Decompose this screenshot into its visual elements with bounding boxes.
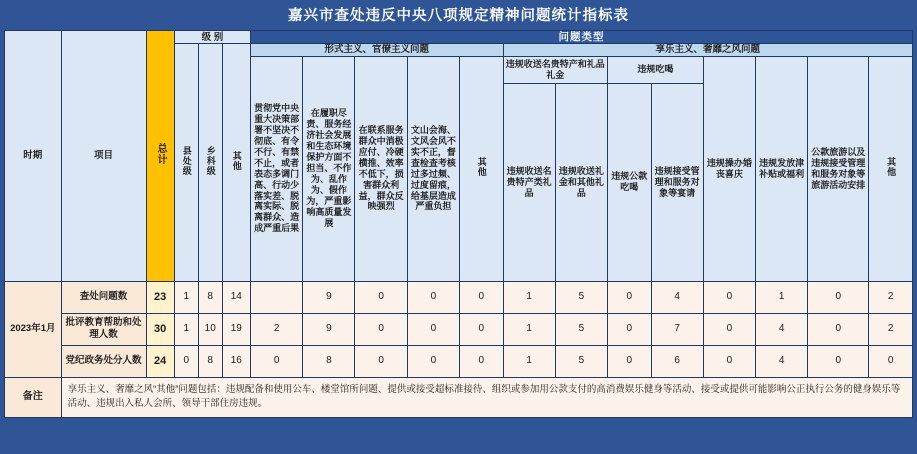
cell-formalism-other: 0 xyxy=(459,345,503,377)
header-period: 时期 xyxy=(5,31,62,282)
cell-level-county: 0 xyxy=(174,345,198,377)
cell-hedonism-other: 0 xyxy=(869,345,913,377)
cell-dining-banquet: 7 xyxy=(651,313,703,345)
row-project: 查处问题数 xyxy=(61,281,146,313)
cell-level-township: 8 xyxy=(198,281,222,313)
cell-level-county: 1 xyxy=(174,313,198,345)
header-level-county: 县处级 xyxy=(174,44,198,281)
cell-formalism-1: 0 xyxy=(250,345,302,377)
cell-allowance: 4 xyxy=(756,313,808,345)
cell-formalism-4: 0 xyxy=(407,345,459,377)
note-label: 备注 xyxy=(5,377,62,417)
cell-dining-banquet: 6 xyxy=(651,345,703,377)
cell-dining-public: 0 xyxy=(608,281,652,313)
cell-formalism-2: 9 xyxy=(303,281,355,313)
cell-formalism-3: 0 xyxy=(355,281,407,313)
header-level-township: 乡科级 xyxy=(198,44,222,281)
row-total: 24 xyxy=(146,345,174,377)
cell-level-township: 8 xyxy=(198,345,222,377)
table-row xyxy=(5,281,913,313)
cell-level-other: 16 xyxy=(222,345,250,377)
header-formalism-1: 贯彻党中央重大决策部署不坚决不彻底、有令不行、有禁不止，或者表态多调门高、行动少落实差、脱离实际、脱离群众、造成严重后果 xyxy=(250,56,302,281)
cell-gift-cash: 5 xyxy=(555,313,607,345)
cell-travel: 0 xyxy=(808,313,869,345)
page-title: 嘉兴市查处违反中央八项规定精神问题统计指标表 xyxy=(288,8,629,24)
cell-formalism-2: 9 xyxy=(303,313,355,345)
header-formalism-3: 在联系服务群众中消极应付、冷硬横推、效率不低下，损害群众利益，群众反映强烈 xyxy=(355,56,407,281)
header-dining-public: 违规公款吃喝 xyxy=(608,83,652,281)
cell-formalism-1: 2 xyxy=(250,313,302,345)
header-formalism-group: 形式主义、官僚主义问题 xyxy=(250,44,503,56)
cell-gift-cash: 5 xyxy=(555,345,607,377)
cell-hedonism-other: 2 xyxy=(869,313,913,345)
cell-formalism-4: 0 xyxy=(407,281,459,313)
cell-formalism-other: 0 xyxy=(459,281,503,313)
cell-level-county: 1 xyxy=(174,281,198,313)
note-row xyxy=(5,377,913,417)
header-hedonism-other: 其他 xyxy=(869,56,913,281)
table-row xyxy=(5,313,913,345)
header-formalism-2: 在履职尽责、服务经济社会发展和生态环境保护方面不担当、不作为、乱作为、假作为，严重影响高质量发展 xyxy=(303,56,355,281)
cell-hedonism-other: 2 xyxy=(869,281,913,313)
header-total xyxy=(146,31,174,282)
cell-formalism-3: 0 xyxy=(355,345,407,377)
table-row xyxy=(5,345,913,377)
header-hedonism-group: 享乐主义、奢靡之风问题 xyxy=(503,44,913,56)
cell-travel: 0 xyxy=(808,281,869,313)
header-dining-group: 违规吃喝 xyxy=(608,56,704,83)
cell-gift-specialty: 1 xyxy=(503,345,555,377)
cell-gift-specialty: 1 xyxy=(503,313,555,345)
cell-allowance: 4 xyxy=(756,345,808,377)
cell-wedding: 0 xyxy=(703,313,755,345)
cell-formalism-3: 0 xyxy=(355,313,407,345)
header-formalism-other: 其他 xyxy=(459,56,503,281)
cell-formalism-2: 8 xyxy=(303,345,355,377)
cell-gift-specialty: 1 xyxy=(503,281,555,313)
header-gift-cash: 违规收送礼金和其他礼品 xyxy=(555,83,607,281)
header-project: 项目 xyxy=(61,31,146,282)
header-level-other: 其他 xyxy=(222,44,250,281)
cell-allowance: 1 xyxy=(756,281,808,313)
cell-formalism-other: 0 xyxy=(459,313,503,345)
header-allowance: 违规发放津补贴或福利 xyxy=(756,56,808,281)
row-total: 23 xyxy=(146,281,174,313)
cell-level-other: 14 xyxy=(222,281,250,313)
cell-dining-public: 0 xyxy=(608,313,652,345)
header-dining-banquet: 违规接受管理和服务对象等宴请 xyxy=(651,83,703,281)
row-total: 30 xyxy=(146,313,174,345)
cell-gift-cash: 5 xyxy=(555,281,607,313)
header-total-text: 总计 xyxy=(155,142,167,165)
cell-dining-public: 0 xyxy=(608,345,652,377)
header-wedding: 违规操办婚丧喜庆 xyxy=(703,56,755,281)
header-travel: 公款旅游以及违规接受管理和服务对象等旅游活动安排 xyxy=(808,56,869,281)
cell-travel: 0 xyxy=(808,345,869,377)
row-project: 批评教育帮助和处理人数 xyxy=(61,313,146,345)
statistics-table xyxy=(4,30,913,418)
cell-level-other: 19 xyxy=(222,313,250,345)
cell-wedding: 0 xyxy=(703,345,755,377)
cell-dining-banquet: 4 xyxy=(651,281,703,313)
header-level-group: 级 别 xyxy=(174,31,250,44)
note-text: 享乐主义、奢靡之风“其他”问题包括：违规配备和使用公车、楼堂馆所问题、提供或接受超标准接待、组织或参加用公款支付的高消费娱乐健身等活动、接受或提供可能影响公正执行公务的健身娱乐等活动、违规出入私人会所、领导干部住房违规。 xyxy=(61,377,912,417)
header-formalism-4: 文山会海、文风会风不实不正，督查检查考核过多过频、过度留痕，给基层造成严重负担 xyxy=(407,56,459,281)
cell-level-township: 10 xyxy=(198,313,222,345)
header-problem-type-group: 问题类型 xyxy=(250,31,912,44)
row-period: 2023年1月 xyxy=(5,281,62,377)
header-row-1 xyxy=(5,31,913,44)
row-project: 党纪政务处分人数 xyxy=(61,345,146,377)
header-gift-specialty: 违规收送名贵特产类礼品 xyxy=(503,83,555,281)
cell-formalism-4: 0 xyxy=(407,313,459,345)
cell-formalism-1 xyxy=(250,281,302,313)
header-gift-group: 违规收送名贵特产和礼品礼金 xyxy=(503,56,608,83)
cell-wedding: 0 xyxy=(703,281,755,313)
